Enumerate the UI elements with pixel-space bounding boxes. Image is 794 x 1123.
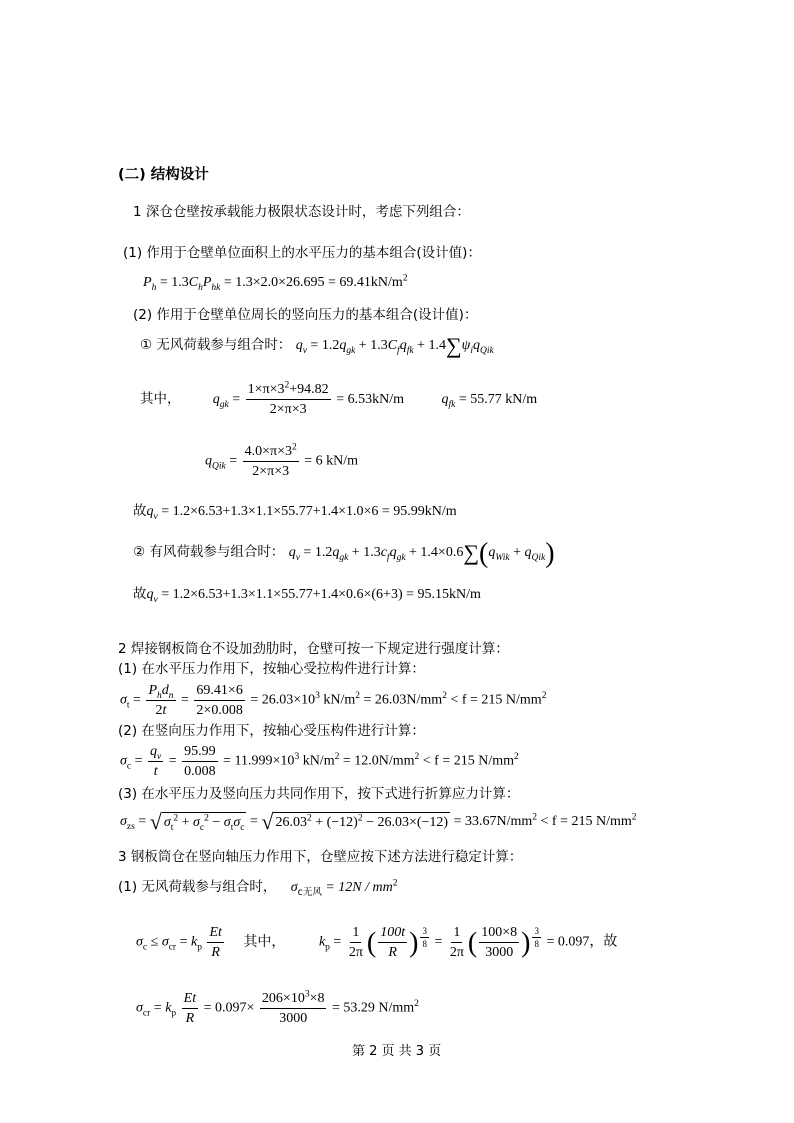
sigma-t-result-b: kN/m bbox=[319, 692, 356, 708]
para-3-item-1-label: (1) 无风荷载参与组合时， bbox=[118, 879, 277, 895]
kp-exponent-denominator-2: 8 bbox=[534, 939, 539, 950]
formula-sigma-t: $\sigma_t$ = $\frac{P_hd_n}{2t}$ = $\frac{69.41\times 6}{2\times 0.008}$ = $26.03\times 10^3$ $kN/m^2 = 26.03N/mm^2 < f = 215$ $N/mm^2$ bbox=[120, 683, 547, 718]
sigma-cr-result: = 53.29 N/mm bbox=[331, 1000, 415, 1016]
sigma-zs-term-c: − 26.03×(−12) bbox=[362, 815, 449, 830]
no-wind-value: = 12N / mm bbox=[325, 880, 393, 895]
qfk-value: = 55.77 kN/m bbox=[458, 391, 538, 407]
para-2-item-2: (2) 在竖向压力作用下，按轴心受压构件进行计算： bbox=[118, 723, 425, 739]
para-3-item-1 bbox=[118, 878, 398, 897]
kp-frac-4-numerator: 100×8 bbox=[479, 924, 519, 943]
formula-qv-general-1: $q_v = 1.2q_{gk} + 1.3C_fq_{fk} + 1.4\sum\psi_iq_{Qik}$ bbox=[295, 333, 494, 358]
para-2-item-3: (3) 在水平压力及竖向压力共同作用下，按下式进行折算应力计算： bbox=[118, 786, 520, 802]
sigma-c-result-c: = 12.0N/mm bbox=[339, 753, 415, 769]
item-1-heading: (1) 作用于仓壁单位面积上的水平压力的基本组合(设计值)： bbox=[123, 245, 481, 261]
paragraph-3: 3 钢板筒仓在竖向轴压力作用下，仓壁应按下述方法进行稳定计算： bbox=[118, 849, 523, 865]
no-wind-subscript: c无风 bbox=[297, 886, 322, 898]
sigma-cr-denominator: 3000 bbox=[279, 1011, 308, 1026]
sigma-cr-numerator-2: ×8 bbox=[309, 991, 325, 1006]
sigma-t-result-c: = 26.03N/mm bbox=[360, 692, 443, 708]
qv-result-1-line: 故$q_v = 1.2\times 6.53+1.3\times 1.1\times 55.77+1.4\times 1.0\times 6 = 95.99kN/m$ bbox=[133, 503, 457, 522]
qqik-result: = 6 kN/m bbox=[304, 453, 359, 469]
kp-frac-3-denominator: 2π bbox=[449, 945, 464, 960]
section-title: (二) 结构设计 bbox=[118, 167, 209, 183]
kp-frac-1-numerator: 1 bbox=[350, 924, 361, 943]
case-1-label: ① 无风荷载参与组合时： bbox=[140, 337, 292, 353]
kp-result: = 0.097 bbox=[546, 934, 590, 950]
sigma-c-result-b: kN/m bbox=[299, 753, 335, 769]
qv-result-2: = 1.2×6.53+1.3×1.1×55.77+1.4×0.6×(6+3) = 95.15kN/m bbox=[161, 587, 481, 602]
item-2-heading: (2) 作用于仓壁单位周长的竖向压力的基本组合(设计值)： bbox=[133, 307, 478, 323]
kp-frac-3-numerator: 1 bbox=[451, 924, 462, 943]
sigma-zs-term-b: + (−12) bbox=[311, 815, 358, 830]
para-3-gu-label: ，故 bbox=[589, 933, 618, 950]
case-2-line bbox=[133, 538, 555, 569]
formula-qgk: $q_{gk}$ = $\frac{1\times\pi\times 3^2+94.82}{2\times\pi\times 3}$ = 6.53kN/m bbox=[212, 380, 404, 417]
paragraph-2: 2 焊接钢板筒仓不设加劲肋时，仓壁可按一下规定进行强度计算： bbox=[118, 641, 509, 657]
sigma-c-result-d: < f = 215 N/mm bbox=[419, 753, 514, 769]
qgk-result: = 6.53kN/m bbox=[336, 391, 404, 407]
qv-result-2-line: 故$q_v = 1.2\times 6.53+1.3\times 1.1\times 55.77+1.4\times 0.6\times(6+3) = 95.15kN/m$ bbox=[133, 586, 481, 605]
sigma-zs-result: = 33.67N/mm bbox=[453, 814, 533, 830]
formula-sigma-no-wind: $\sigma_{c无风} = 12N / mm^2$ bbox=[290, 878, 398, 898]
kp-frac-2-denominator: R bbox=[388, 945, 397, 960]
formula-sigma-zs: $\sigma_{zs}$ = √ $\sigma_t^2 + \sigma_c^2 - \sigma_t\sigma_c$ = √ $26.03^2 + (-12)^2 - 26.03\times(-12)$ = $33.67N/mm^2 < f = 215$ $N/mm^2$ bbox=[120, 809, 637, 834]
formula-qqik: $q_{Qik}$ = $\frac{4.0\times\pi\times 3^2}{2\times\pi\times 3}$ = 6 kN/m bbox=[205, 442, 359, 479]
page-footer: 第 2 页 共 3 页 bbox=[352, 1044, 442, 1059]
formula-sigma-cr: $\sigma_{cr} = k_p$ $\frac{Et}{R}$ = 0.097× $\frac{206\times 10^3\times 8}{3000}$ = 53.29 $N/mm^2$ bbox=[136, 989, 419, 1026]
formula-qv-general-2: $q_v = 1.2q_{gk} + 1.3c_fq_{gk} + 1.4\times 0.6\sum(q_{Wik} + q_{Qik})$ bbox=[288, 538, 555, 569]
qgk-numerator: 1×π×3 bbox=[247, 382, 285, 397]
formula-kp-line: $\sigma_c \le \sigma_{cr} = k_p$ $\frac{Et}{R}$ 其中， $k_p$ = $\frac{1}{2\pi}$ ( $\frac{100t}{R}$ ) $^{\frac{3}{8}}$ = $\frac{1}{2\pi}$ ( $\frac{100\times 8}{3000}$ ) $^{\frac{3}{8}}$ = 0.097，故 bbox=[136, 925, 618, 960]
case-1-line bbox=[140, 333, 494, 358]
sigma-t-numerator: 69.41×6 bbox=[194, 682, 244, 701]
sigma-c-numerator: 95.99 bbox=[182, 743, 218, 762]
sigma-t-denominator: 2×0.008 bbox=[196, 703, 243, 718]
kp-exponent-numerator: 3 bbox=[422, 926, 427, 937]
gu-label-1: 故 bbox=[133, 503, 147, 519]
formula-ph-value: 1.3×2.0×26.695 = 69.41kN/m bbox=[235, 275, 403, 290]
sigma-zs-term-a: 26.03 bbox=[275, 815, 307, 830]
sigma-c-denominator: 0.008 bbox=[184, 764, 216, 779]
case-2-label: ② 有风荷载参与组合时： bbox=[133, 544, 285, 560]
sigma-c-result-a: = 11.999×10 bbox=[223, 753, 295, 769]
formula-ph: $P_h = 1.3C_hP_{hk} = 1.3\times 2.0\times 26.695 = 69.41kN/m^2$ bbox=[143, 273, 408, 293]
para-3-qizhong-label: 其中， bbox=[243, 933, 286, 950]
sigma-t-result-a: = 26.03×10 bbox=[250, 692, 316, 708]
kp-frac-1-denominator: 2π bbox=[348, 945, 363, 960]
kp-frac-4-denominator: 3000 bbox=[485, 945, 514, 960]
kp-exponent-denominator: 8 bbox=[422, 939, 427, 950]
qizhong-label: 其中， bbox=[140, 390, 181, 407]
kp-frac-2-numerator: 100t bbox=[380, 925, 406, 940]
sigma-t-result-d: < f = 215 N/mm bbox=[446, 692, 542, 708]
qqik-numerator: 4.0×π×3 bbox=[244, 444, 292, 459]
sigma-zs-result-limit: < f = 215 N/mm bbox=[537, 814, 632, 830]
qgk-numerator-2: +94.82 bbox=[289, 382, 329, 397]
qqik-denominator: 2×π×3 bbox=[252, 464, 290, 479]
sigma-cr-numerator: 206×10 bbox=[261, 991, 305, 1006]
gu-label-2: 故 bbox=[133, 586, 147, 602]
qv-result-1: = 1.2×6.53+1.3×1.1×55.77+1.4×1.0×6 = 95.99kN/m bbox=[161, 504, 457, 519]
qgk-denominator: 2×π×3 bbox=[269, 402, 307, 417]
qgk-line bbox=[140, 381, 537, 418]
sigma-cr-factor: = 0.097× bbox=[203, 1000, 255, 1016]
para-2-item-1: (1) 在水平压力作用下，按轴心受拉构件进行计算： bbox=[118, 661, 425, 677]
formula-qfk: $q_{fk} = 55.77$ kN/m bbox=[441, 391, 538, 410]
formula-sigma-c: $\sigma_c$ = $\frac{q_v}{t}$ = $\frac{95.99}{0.008}$ = $11.999\times 10^3$ $kN/m^2 = 12.0N/mm^2 < f = 215$ $N/mm^2$ bbox=[120, 744, 519, 779]
paragraph-1: 1 深仓仓壁按承载能力极限状态设计时，考虑下列组合： bbox=[133, 204, 470, 220]
kp-exponent-numerator-2: 3 bbox=[534, 926, 539, 937]
